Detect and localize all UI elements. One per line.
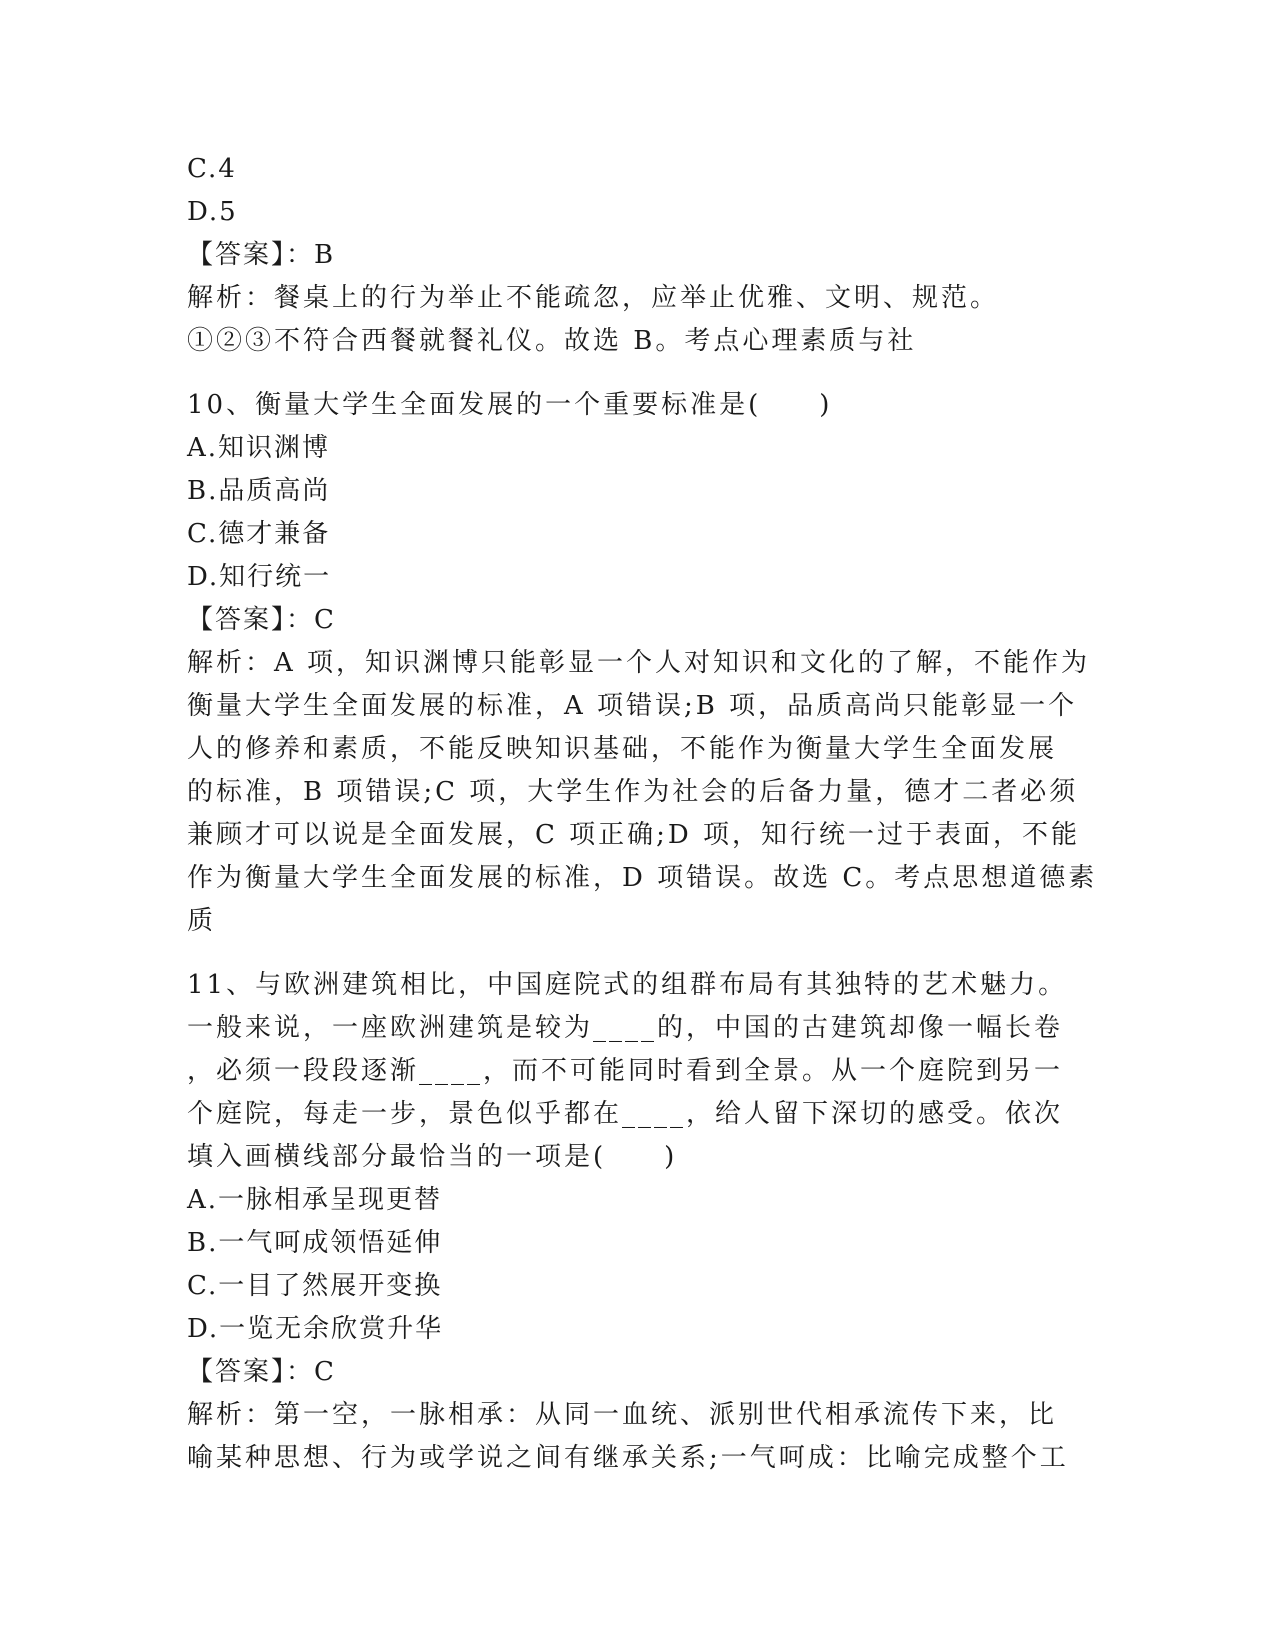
question-stem: 一般来说，一座欧洲建筑是较为____的，中国的古建筑却像一幅长卷 (187, 1013, 1064, 1043)
analysis-line: 人的修养和素质，不能反映知识基础，不能作为衡量大学生全面发展 (187, 734, 1058, 764)
option-d: D.一览无余欣赏升华 (187, 1314, 444, 1344)
analysis-line: 解析：A 项，知识渊博只能彰显一个人对知识和文化的了解，不能作为 (187, 648, 1091, 678)
document-page (187, 148, 1098, 1480)
question-stem: 个庭院，每走一步，景色似乎都在____，给人留下深切的感受。依次 (187, 1099, 1064, 1129)
question-stem: 10、衡量大学生全面发展的一个重要标准是( ) (187, 390, 833, 420)
option-b: B.品质高尚 (187, 476, 331, 506)
analysis-line: 喻某种思想、行为或学说之间有继承关系;一气呵成：比喻完成整个工 (187, 1443, 1069, 1473)
question-9-tail (187, 148, 1087, 363)
analysis-line: 兼顾才可以说是全面发展，C 项正确;D 项，知行统一过于表面，不能 (187, 820, 1081, 850)
option-c: C.4 (187, 154, 237, 184)
question-stem: 填入画横线部分最恰当的一项是( ) (187, 1142, 678, 1172)
option-c: C.一目了然展开变换 (187, 1271, 443, 1301)
analysis-line: 衡量大学生全面发展的标准，A 项错误;B 项，品质高尚只能彰显一个 (187, 691, 1078, 721)
option-a: A.知识渊博 (187, 433, 331, 463)
analysis-line: 解析：餐桌上的行为举止不能疏忽，应举止优雅、文明、规范。 (187, 283, 1000, 313)
option-b: B.一气呵成领悟延伸 (187, 1228, 443, 1258)
answer-label: 【答案】：B (187, 240, 336, 270)
answer-label: 【答案】：C (187, 605, 336, 635)
option-c: C.德才兼备 (187, 519, 331, 549)
analysis-line: 的标准，B 项错误;C 项，大学生作为社会的后备力量，德才二者必须 (187, 777, 1079, 807)
analysis-line: ①②③不符合西餐就餐礼仪。故选 B。考点心理素质与社 (187, 326, 917, 356)
question-10 (187, 384, 1098, 943)
analysis-line: 解析：第一空，一脉相承：从同一血统、派别世代相承流传下来，比 (187, 1400, 1058, 1430)
option-a: A.一脉相承呈现更替 (187, 1185, 443, 1215)
question-stem: 11、与欧洲建筑相比，中国庭院式的组群布局有其独特的艺术魅力。 (187, 970, 1068, 1000)
option-d: D.知行统一 (187, 562, 332, 592)
analysis-line: 质 (187, 906, 217, 936)
option-d: D.5 (187, 197, 238, 227)
question-11 (187, 964, 1087, 1480)
question-stem: ，必须一段段逐渐____，而不可能同时看到全景。从一个庭院到另一 (187, 1056, 1064, 1086)
answer-label: 【答案】：C (187, 1357, 336, 1387)
analysis-line: 作为衡量大学生全面发展的标准，D 项错误。故选 C。考点思想道德素 (187, 863, 1098, 893)
